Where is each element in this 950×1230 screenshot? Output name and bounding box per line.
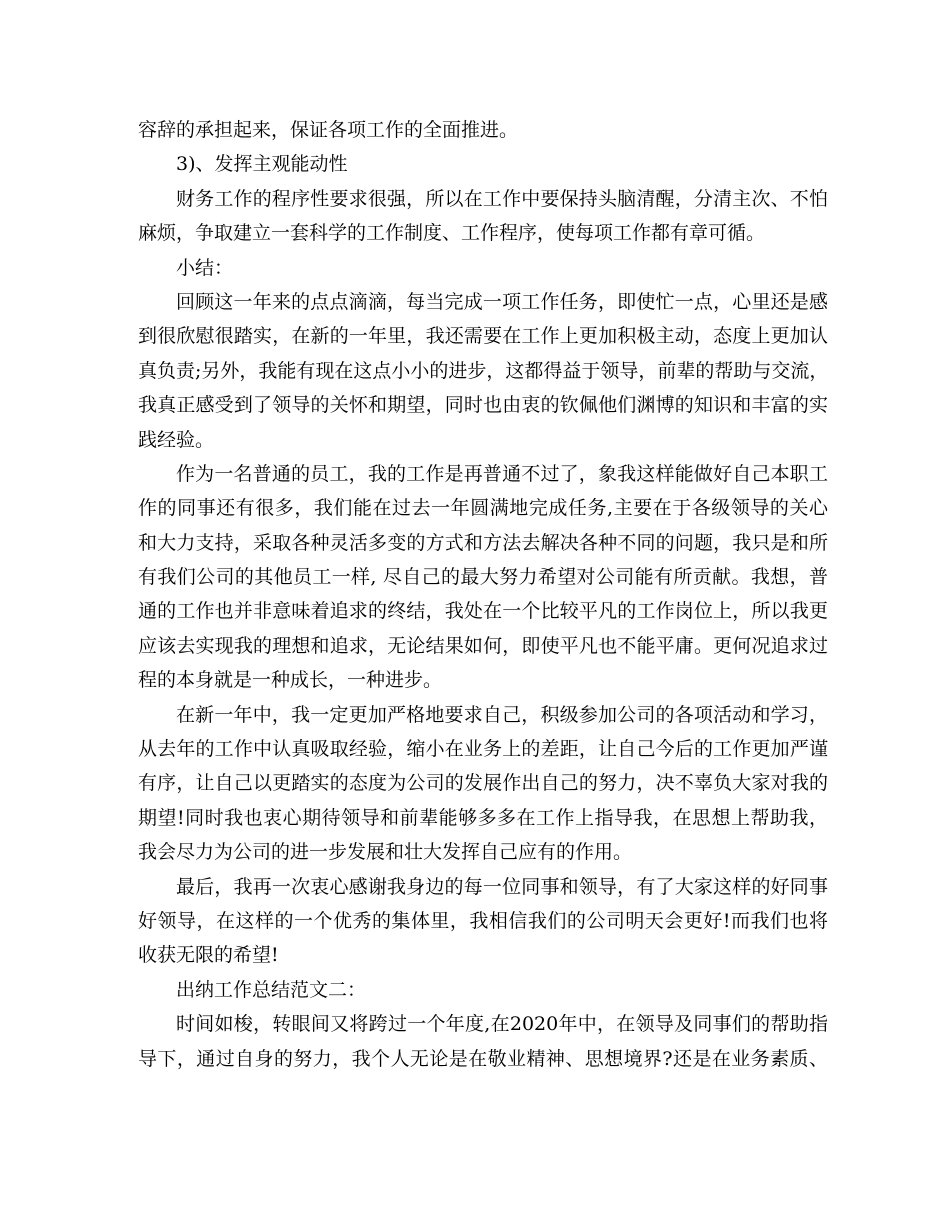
text-line: 我会尽力为公司的进一步发展和壮大发挥自己应有的作用。 (138, 841, 633, 864)
text-line: 我真正感受到了领导的关怀和期望，同时也由衷的钦佩他们渊博的知识和丰富的实 (138, 394, 828, 417)
text-line: 到很欣慰很踏实，在新的一年里，我还需要在工作上更加积极主动，态度上更加认 (138, 325, 828, 348)
text-line: 财务工作的程序性要求很强，所以在工作中要保持头脑清醒，分清主次、不怕 (176, 187, 828, 210)
text-line: 从去年的工作中认真吸取经验，缩小在业务上的差距，让自己今后的工作更加严谨 (138, 738, 828, 761)
text-line: 好领导，在这样的一个优秀的集体里，我相信我们的公司明天会更好!而我们也将 (138, 909, 828, 932)
text-line: 在新一年中，我一定更加严格地要求自己，积级参加公司的各项活动和学习， (176, 703, 828, 726)
text-line: 作为一名普通的员工，我的工作是再普通不过了，象我这样能做好自己本职工 (176, 462, 828, 485)
text-line: 和大力支持，采取各种灵活多变的方式和方法去解决各种不同的问题，我只是和所 (138, 531, 828, 554)
text-line: 麻烦，争取建立一套科学的工作制度、工作程序，使每项工作都有章可循。 (138, 222, 766, 245)
text-line: 应该去实现我的理想和追求，无论结果如何，即使平凡也不能平庸。更何况追求过 (138, 634, 828, 657)
section-heading: 小结： (176, 256, 234, 279)
document-body (138, 113, 828, 1076)
text-line: 通的工作也并非意味着追求的终结，我处在一个比较平凡的工作岗位上，所以我更 (138, 600, 828, 623)
section-heading: 3)、发挥主观能动性 (176, 153, 348, 176)
text-line: 回顾这一年来的点点滴滴，每当完成一项工作任务，即使忙一点，心里还是感 (176, 290, 828, 313)
text-line: 程的本身就是一种成长，一种进步。 (138, 669, 443, 692)
text-line: 作的同事还有很多，我们能在过去一年圆满地完成任务,主要在于各级领导的关心 (138, 497, 828, 520)
text-line: 期望!同时我也衷心期待领导和前辈能够多多在工作上指导我，在思想上帮助我， (138, 806, 828, 829)
text-line: 有我们公司的其他员工一样, 尽自己的最大努力希望对公司能有所贡献。我想，普 (138, 566, 828, 589)
section-heading: 出纳工作总结范文二： (176, 978, 367, 1001)
text-line: 时间如梭，转眼间又将跨过一个年度,在2020年中，在领导及同事们的帮助指 (176, 1013, 828, 1036)
text-line: 导下，通过自身的努力，我个人无论是在敬业精神、思想境界?还是在业务素质、 (138, 1047, 828, 1070)
text-line: 践经验。 (138, 428, 215, 451)
text-line: 容辞的承担起来，保证各项工作的全面推进。 (138, 119, 519, 141)
text-line: 真负责;另外，我能有现在这点小小的进步，这都得益于领导，前辈的帮助与交流， (138, 359, 829, 382)
text-line: 收获无限的希望! (138, 944, 279, 967)
text-line: 最后，我再一次衷心感谢我身边的每一位同事和领导，有了大家这样的好同事 (176, 875, 828, 898)
text-line: 有序，让自己以更踏实的态度为公司的发展作出自己的努力，决不辜负大家对我的 (138, 772, 828, 795)
